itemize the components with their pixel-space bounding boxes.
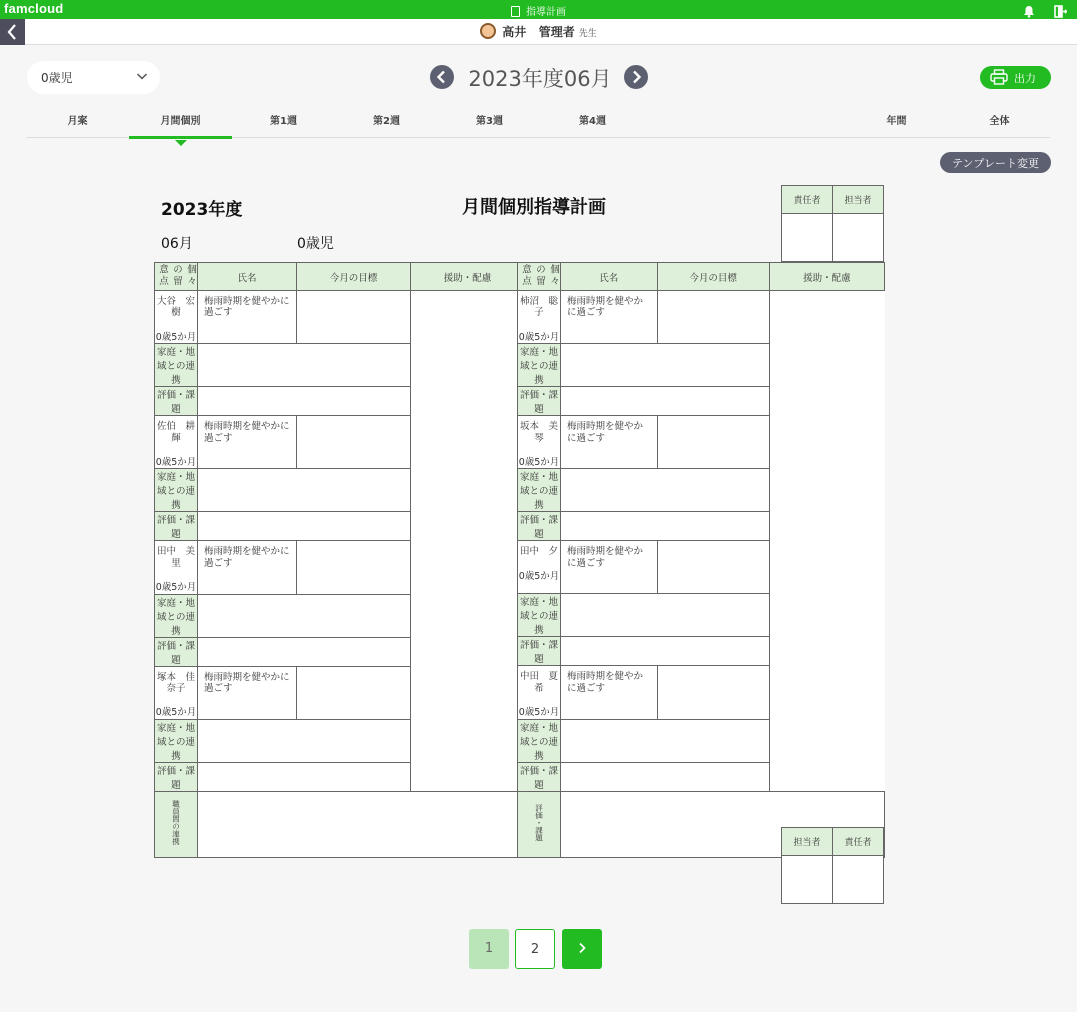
printer-icon (990, 69, 1008, 85)
child-name-cell (155, 666, 198, 719)
footer-label: 評価・課題 (518, 791, 561, 857)
app-logo: famcloud (4, 1, 64, 16)
app-title-text: 指導計画 (526, 7, 566, 18)
child-support[interactable] (657, 416, 769, 469)
child-name: 佐伯 耕輝 (156, 421, 195, 444)
footer-cell[interactable] (198, 791, 525, 857)
chevron-down-icon (136, 72, 148, 81)
family-label: 家庭・地域との連携 (518, 719, 561, 762)
tab-monthly[interactable]: 月案 (67, 116, 88, 127)
age-group-value: 0歳児 (41, 71, 73, 85)
child-name: 大谷 宏樹 (156, 296, 195, 319)
chevron-left-icon (430, 65, 454, 89)
doc-month: 06月 (161, 236, 193, 252)
child-name-cell (155, 541, 198, 594)
family-cell[interactable] (198, 469, 411, 512)
user-info (0, 23, 1077, 40)
page-1-button[interactable]: 1 (469, 929, 509, 969)
page-2-button[interactable]: 2 (515, 929, 555, 969)
child-support[interactable] (297, 541, 411, 594)
child-name: 塚本 佳奈子 (156, 671, 195, 694)
child-goal[interactable]: 梅雨時期を健やかに過ごす (198, 541, 297, 594)
child-name-cell (155, 291, 198, 344)
side-label: 個々の留意点 (518, 263, 561, 291)
child-name: 中田 夏希 (519, 671, 558, 694)
user-suffix: 先生 (578, 29, 597, 39)
child-age: 0歳5か月 (155, 456, 197, 468)
child-name-cell (518, 666, 561, 719)
plan-tabs (26, 108, 1050, 138)
child-age: 0歳5か月 (518, 456, 560, 468)
child-name-cell (518, 291, 561, 344)
child-name-cell (518, 541, 561, 594)
next-page-button[interactable] (562, 929, 602, 969)
family-cell[interactable] (198, 719, 411, 762)
user-surname: 高井 (502, 25, 527, 39)
child-age: 0歳5か月 (518, 331, 560, 343)
plan-sheet (154, 185, 885, 901)
child-support[interactable] (297, 291, 411, 344)
eval-label: 評価・課題 (518, 762, 561, 791)
child-support[interactable] (297, 416, 411, 469)
month-title: 2023年度06月 (468, 67, 612, 91)
child-age: 0歳5か月 (518, 570, 560, 582)
family-cell[interactable] (561, 719, 770, 762)
plan-table-left (154, 262, 525, 858)
template-change-button[interactable]: テンプレート変更 (940, 152, 1051, 173)
eval-label: 評価・課題 (518, 387, 561, 416)
family-cell[interactable] (561, 469, 770, 512)
doc-title: 月間個別指導計画 (462, 197, 606, 218)
child-age: 0歳5か月 (155, 707, 197, 719)
family-label: 家庭・地域との連携 (518, 344, 561, 387)
header-support: 援助・配慮 (769, 263, 884, 291)
eval-label: 評価・課題 (155, 637, 198, 666)
child-age: 0歳5か月 (155, 582, 197, 594)
chevron-right-icon (575, 941, 589, 955)
app-title (0, 3, 1077, 18)
child-support[interactable] (657, 291, 769, 344)
eval-cell[interactable] (561, 762, 770, 791)
family-label: 家庭・地域との連携 (518, 469, 561, 512)
child-name-cell (518, 416, 561, 469)
eval-label: 評価・課題 (155, 512, 198, 541)
family-label: 家庭・地域との連携 (155, 344, 198, 387)
child-support[interactable] (297, 666, 411, 719)
month-navigator (428, 60, 652, 94)
clipboard-icon (511, 6, 520, 17)
child-goal[interactable]: 梅雨時期を健やかに過ごす (561, 416, 658, 469)
sign-cell[interactable] (782, 214, 833, 262)
sign-header: 担当者 (782, 828, 833, 856)
header-name: 氏名 (561, 263, 658, 291)
output-label: 出力 (1014, 72, 1036, 85)
output-button[interactable] (980, 66, 1051, 89)
tab-overall[interactable]: 全体 (989, 116, 1010, 127)
eval-label: 評価・課題 (518, 637, 561, 666)
eval-label: 評価・課題 (155, 387, 198, 416)
chevron-right-icon (624, 65, 648, 89)
tab-annual[interactable]: 年間 (886, 116, 907, 127)
sign-cell[interactable] (833, 856, 884, 904)
child-name: 坂本 美琴 (519, 421, 558, 444)
next-month-button[interactable] (624, 65, 648, 89)
family-cell[interactable] (198, 594, 411, 637)
family-label: 家庭・地域との連携 (155, 469, 198, 512)
family-cell[interactable] (561, 594, 770, 637)
child-support[interactable] (657, 666, 769, 719)
eval-cell[interactable] (198, 387, 411, 416)
family-label: 家庭・地域との連携 (518, 594, 561, 637)
eval-cell[interactable] (198, 512, 411, 541)
child-age: 0歳5か月 (155, 331, 197, 343)
eval-cell[interactable] (198, 762, 411, 791)
child-goal[interactable]: 梅雨時期を健やかに過ごす (561, 541, 658, 594)
eval-label: 評価・課題 (155, 762, 198, 791)
user-bar (0, 19, 1077, 45)
tab-week-3[interactable]: 第3週 (476, 116, 503, 127)
header-goal: 今月の目標 (297, 263, 411, 291)
child-goal[interactable]: 梅雨時期を健やかに過ごす (561, 666, 658, 719)
eval-cell[interactable] (561, 637, 770, 666)
child-goal[interactable]: 梅雨時期を健やかに過ごす (198, 416, 297, 469)
tab-week-2[interactable]: 第2週 (373, 116, 400, 127)
header-support: 援助・配慮 (411, 263, 525, 291)
sign-header: 担当者 (833, 186, 884, 214)
sign-cell[interactable] (782, 856, 833, 904)
user-role: 管理者 (538, 25, 575, 39)
child-name: 田中 夕 (519, 546, 558, 558)
child-age: 0歳5か月 (518, 707, 560, 719)
header-name: 氏名 (198, 263, 297, 291)
family-label: 家庭・地域との連携 (155, 594, 198, 637)
child-goal[interactable]: 梅雨時期を健やかに過ごす (198, 291, 297, 344)
age-group-select[interactable] (27, 61, 160, 94)
side-label: 個々の留意点 (155, 263, 198, 291)
avatar (480, 23, 496, 39)
sign-header: 責任者 (833, 828, 884, 856)
doc-age-group: 0歳児 (297, 236, 334, 252)
sign-box-top (781, 185, 884, 262)
family-label: 家庭・地域との連携 (155, 719, 198, 762)
tab-week-1[interactable]: 第1週 (270, 116, 297, 127)
sign-box-bottom (781, 827, 884, 904)
family-cell[interactable] (561, 344, 770, 387)
child-name-cell (155, 416, 198, 469)
child-name: 田中 美里 (156, 546, 195, 569)
eval-label: 評価・課題 (518, 512, 561, 541)
child-goal[interactable]: 梅雨時期を健やかに過ごす (198, 666, 297, 719)
eval-cell[interactable] (198, 637, 411, 666)
doc-year: 2023年度 (161, 200, 243, 220)
sign-cell[interactable] (833, 214, 884, 262)
family-cell[interactable] (198, 344, 411, 387)
eval-cell[interactable] (561, 387, 770, 416)
prev-month-button[interactable] (430, 65, 454, 89)
sign-header: 責任者 (782, 186, 833, 214)
tab-monthly-individual[interactable]: 月間個別 (129, 108, 232, 138)
child-support[interactable] (657, 541, 769, 594)
eval-cell[interactable] (561, 512, 770, 541)
app-header (0, 0, 1077, 19)
header-goal: 今月の目標 (657, 263, 769, 291)
footer-label: 職員間の連携 (155, 791, 198, 857)
child-name: 柿沼 聡子 (519, 296, 558, 319)
tab-week-4[interactable]: 第4週 (579, 116, 606, 127)
plan-table-right (517, 262, 885, 858)
child-goal[interactable]: 梅雨時期を健やかに過ごす (561, 291, 658, 344)
